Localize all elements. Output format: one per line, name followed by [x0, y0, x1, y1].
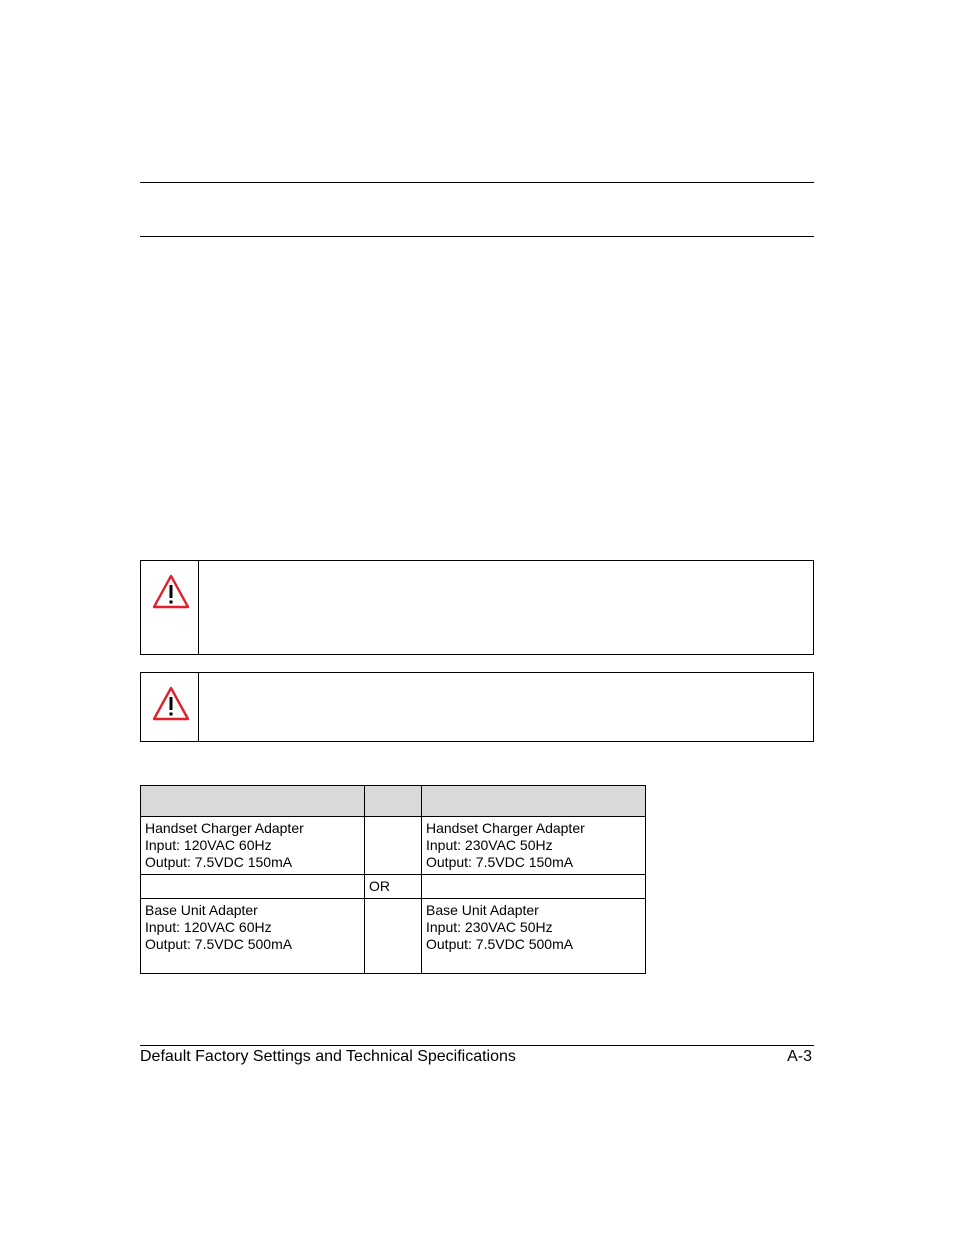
warning-triangle-icon	[152, 574, 190, 610]
table-cell	[141, 899, 365, 974]
warning-text	[199, 561, 813, 654]
cell-line: Input: 230VAC 50Hz	[426, 837, 553, 853]
warning-text	[199, 673, 813, 741]
warning-icon-cell	[141, 673, 199, 741]
table-header-cell	[422, 786, 646, 817]
warning-box	[140, 672, 814, 742]
footer-divider	[140, 1045, 814, 1046]
table-header-cell	[365, 786, 422, 817]
cell-line: Base Unit Adapter	[426, 902, 539, 918]
section-divider	[140, 236, 814, 237]
table-row	[141, 899, 646, 974]
table-cell	[422, 899, 646, 974]
page-number: A-3	[787, 1048, 812, 1065]
table-cell	[365, 899, 422, 974]
warning-triangle-icon	[152, 686, 190, 722]
table-row	[141, 817, 646, 875]
table-cell	[365, 817, 422, 875]
warning-icon-cell	[141, 561, 199, 654]
table-row	[141, 875, 646, 899]
top-divider	[140, 182, 814, 183]
cell-line: Input: 120VAC 60Hz	[145, 919, 272, 935]
cell-line: Input: 230VAC 50Hz	[426, 919, 553, 935]
table-header-cell	[141, 786, 365, 817]
cell-line: Output: 7.5VDC 150mA	[145, 854, 293, 870]
cell-line: Handset Charger Adapter	[145, 820, 304, 836]
or-cell: OR	[365, 875, 422, 899]
table-cell	[422, 875, 646, 899]
table-cell	[141, 875, 365, 899]
table-header-row	[141, 786, 646, 817]
cell-line: Output: 7.5VDC 500mA	[426, 936, 574, 952]
table-cell	[422, 817, 646, 875]
table-cell	[141, 817, 365, 875]
power-adapter-table	[140, 785, 646, 974]
cell-line: Output: 7.5VDC 500mA	[145, 936, 293, 952]
footer-title: Default Factory Settings and Technical Specifications	[140, 1048, 516, 1065]
cell-line: Output: 7.5VDC 150mA	[426, 854, 574, 870]
warning-box	[140, 560, 814, 655]
cell-line: Handset Charger Adapter	[426, 820, 585, 836]
cell-line: Input: 120VAC 60Hz	[145, 837, 272, 853]
cell-line: Base Unit Adapter	[145, 902, 258, 918]
